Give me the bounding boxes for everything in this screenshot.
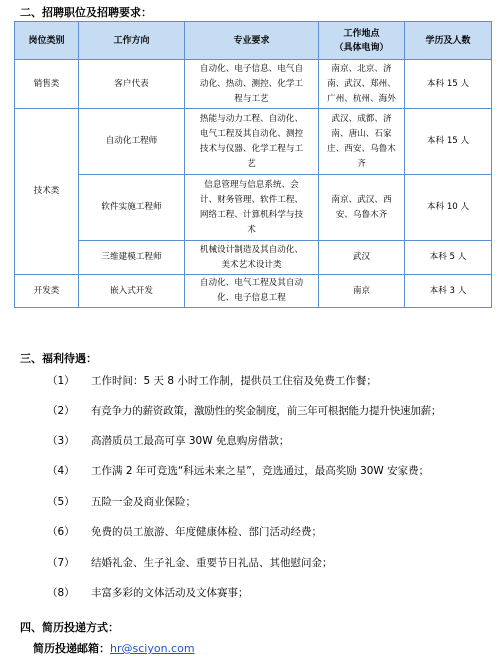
cell-edu-tech3: 本科 5 人: [405, 241, 492, 275]
header-category: 岗位类别: [15, 22, 79, 60]
major-line: 计、财务管理、软件工程、: [199, 194, 304, 205]
cell-major-sales: [185, 60, 319, 109]
header-location-line1: 工作地点: [343, 28, 380, 39]
list-item-number: （5）: [47, 496, 75, 508]
location-line: 庄、西安、乌鲁木: [327, 143, 396, 154]
cell-edu-sales: 本科 15 人: [405, 60, 492, 109]
cell-major-tech2: [185, 175, 319, 241]
list-item-number: （7）: [47, 557, 75, 569]
email-link[interactable]: hr@sciyon.com: [110, 642, 195, 655]
header-major: 专业要求: [185, 22, 319, 60]
location-line: 广州、杭州、海外: [327, 93, 396, 104]
list-item-text: 免费的员工旅游、年度健康体检、部门活动经费；: [91, 526, 322, 538]
table-row-tech-automation: [15, 109, 492, 175]
cell-location-tech2: [319, 175, 405, 241]
cell-direction-tech3: 三维建模工程师: [79, 241, 185, 275]
cell-major-tech1: [185, 109, 319, 175]
location-line: 南京、武汉、西: [331, 194, 392, 205]
list-item-text: 结婚礼金、生子礼金、重要节日礼品、其他慰问金；: [91, 557, 333, 569]
cell-category-dev: 开发类: [15, 275, 79, 308]
major-line: 机械设计制造及其自动化、: [199, 244, 304, 255]
major-line: 动化、热动、测控、化学工: [199, 78, 304, 89]
major-line: 电气工程及其自动化、测控: [199, 128, 304, 139]
header-location: [319, 22, 405, 60]
cell-direction-sales: 客户代表: [79, 60, 185, 109]
location-line: 南、武汉、郑州、: [327, 78, 396, 89]
location-line: 齐: [357, 158, 366, 169]
list-item-number: （6）: [47, 526, 75, 538]
cell-category-tech: 技术类: [15, 109, 79, 275]
cell-edu-tech2: 本科 10 人: [405, 175, 492, 241]
major-line: 信息管理与信息系统、会: [204, 179, 299, 190]
location-line: 南、唐山、石家: [331, 128, 392, 139]
cell-location-tech3: 武汉: [319, 241, 405, 275]
major-line: 热能与动力工程、自动化、: [199, 113, 304, 124]
list-item-text: 高潜质员工最高可享 30W 免息购房借款；: [91, 435, 290, 447]
cell-category-sales: 销售类: [15, 60, 79, 109]
list-item-text: 五险一金及商业保险；: [91, 496, 196, 508]
major-line: 艺: [247, 158, 256, 169]
header-direction: 工作方向: [79, 22, 185, 60]
list-item-text: 丰富多彩的文体活动及文体赛事；: [91, 587, 249, 599]
table-row-tech-software: [15, 175, 492, 241]
cell-edu-dev: 本科 3 人: [405, 275, 492, 308]
location-line: 武汉、成都、济: [331, 113, 392, 124]
list-item-number: （1）: [47, 375, 75, 387]
header-education: 学历及人数: [405, 22, 492, 60]
table-header-row: [15, 22, 492, 60]
cell-major-tech3: [185, 241, 319, 275]
cell-location-tech1: [319, 109, 405, 175]
section-2-title: 二、招聘职位及招聘要求：: [20, 6, 152, 19]
cell-direction-tech2: 软件实施工程师: [79, 175, 185, 241]
cell-edu-tech1: 本科 15 人: [405, 109, 492, 175]
major-line: 自动化、电气工程及其自动: [199, 278, 304, 288]
resume-email-line: [33, 640, 195, 656]
list-item-number: （2）: [47, 405, 75, 417]
jobs-table: [14, 21, 492, 308]
list-item-number: （4）: [47, 465, 75, 477]
cell-direction-dev: 嵌入式开发: [79, 275, 185, 308]
cell-location-sales: [319, 60, 405, 109]
cell-major-dev: [185, 275, 319, 308]
cell-location-dev: 南京: [319, 275, 405, 308]
list-item-number: （3）: [47, 435, 75, 447]
major-line: 自动化、电子信息、电气自: [199, 63, 304, 74]
major-line: 美术艺术设计类: [221, 259, 282, 270]
major-line: 化、电子信息工程: [217, 293, 286, 303]
list-item-number: （8）: [47, 587, 75, 599]
cell-direction-tech1: 自动化工程师: [79, 109, 185, 175]
section-4-title: 四、简历投递方式：: [20, 621, 119, 634]
major-line: 程与工艺: [234, 93, 269, 104]
major-line: 网络工程、计算机科学与技: [199, 209, 304, 220]
list-item-text: 有竞争力的薪资政策，激励性的奖金制度，前三年可根据能力提升快速加薪；: [91, 405, 442, 417]
location-line: 安、乌鲁木齐: [335, 209, 388, 220]
section-3-title: 三、福利待遇：: [20, 352, 97, 365]
table-row-tech-modeling: [15, 241, 492, 275]
list-item-text: 工作时间：5 天 8 小时工作制，提供员工住宿及免费工作餐；: [91, 375, 377, 387]
major-line: 技术与仪器、化学工程与工: [199, 143, 304, 154]
table-row-dev: [15, 275, 492, 308]
header-location-line2: （具体电询）: [334, 42, 389, 53]
list-item-text: 工作满 2 年可竞选“科远未来之星”，竞选通过，最高奖励 30W 安家费；: [91, 465, 430, 477]
email-label: 简历投递邮箱：: [33, 642, 110, 655]
major-line: 术: [247, 224, 256, 235]
location-line: 南京、北京、济: [331, 63, 392, 74]
table-row-sales: [15, 60, 492, 109]
